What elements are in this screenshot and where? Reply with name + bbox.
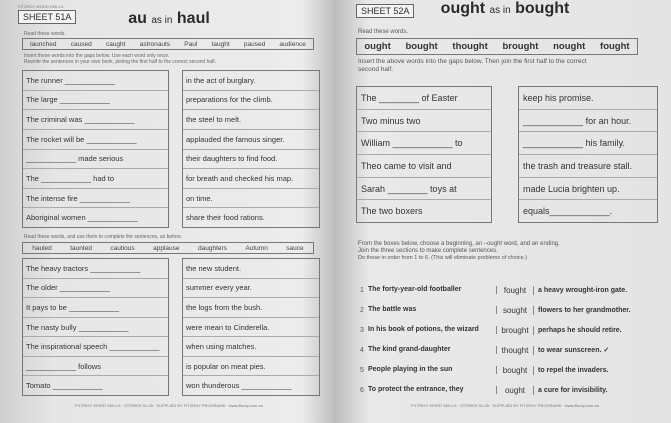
table-cell: preparations for the climb. [183, 91, 319, 111]
table-cell: Tomato ____________ [26, 381, 103, 391]
match-row [356, 340, 654, 360]
table-cell: The criminal was ____________ [23, 110, 168, 130]
word: applause [153, 244, 180, 252]
match-table [356, 280, 654, 400]
left-sentence-ends-2 [182, 258, 320, 396]
table-cell: The heavy tractors ____________ [23, 259, 168, 279]
right-footer: FITZROY WORD SKILLS · STORIES 51-55 · SUPPLIED BY FITZROY PROGRAMS · www.fitzroy.com.au [411, 403, 599, 408]
right-sentence-ends [518, 86, 658, 223]
word: hauled [32, 244, 52, 252]
word: paused [243, 40, 266, 48]
ought-word: fought [497, 286, 534, 295]
table-cell: their daughters to find food. [183, 150, 319, 170]
table-cell: Sarah ________ toys at [357, 178, 491, 201]
row-number: 1 [360, 286, 364, 294]
sentence-beginning: To protect the entrance, they [368, 386, 497, 394]
left-sentence-ends-1 [182, 70, 320, 228]
sentence-ending: to wear sunscreen. ✓ [538, 347, 610, 354]
row-number: 2 [360, 306, 364, 314]
word: Paul [184, 40, 198, 48]
table-cell: The inspirational speech ____________ [23, 337, 168, 357]
match-row [356, 280, 654, 300]
sentence-beginning: People playing in the sun [368, 366, 497, 374]
sentence-ending: a heavy wrought-iron gate. [538, 286, 628, 294]
left-word-box-2 [22, 242, 314, 254]
left-sentence-starts-2 [22, 258, 169, 396]
left-instr2a: Insert these words into the gaps below. Use each word only once. [24, 53, 170, 59]
sheet-52a-page [346, 0, 664, 416]
right-title [356, 0, 654, 18]
table-cell: applauded the famous singer. [183, 130, 319, 150]
row-number: 4 [360, 346, 364, 354]
table-cell: for breath and checked his map. [183, 169, 319, 189]
left-word-box-1 [22, 38, 314, 50]
left-header-tiny: FITZROY WORD SKILLS [18, 4, 64, 9]
ought-word: bought [497, 366, 534, 375]
table-cell: ____________ for an hour. [519, 110, 657, 133]
right-title-word: bought [515, 0, 570, 17]
row-number: 5 [360, 366, 364, 374]
right-word-box [356, 38, 638, 55]
table-cell: ____________ made serious [23, 150, 168, 170]
right-instr1: Read these words. [358, 29, 409, 35]
table-cell: The large ____________ [23, 91, 168, 111]
table-cell: in the act of burglary. [183, 71, 319, 91]
word: taught [211, 40, 230, 48]
sheet-51a-page [8, 0, 330, 416]
left-title-main: au [128, 10, 147, 27]
table-cell: The runner ____________ [23, 71, 168, 91]
table-cell: the trash and treasure stall. [519, 155, 657, 178]
table-cell: The ________ of Easter [357, 87, 491, 110]
sentence-beginning: The forty-year-old footballer [368, 286, 497, 294]
word: caused [70, 40, 92, 48]
table-cell: Aboriginal women ____________ [26, 213, 138, 223]
table-cell: William ____________ to [357, 132, 491, 155]
word: cautious [110, 244, 135, 252]
table-cell: ____________ his family. [519, 132, 657, 155]
table-cell: when using matches. [183, 337, 319, 357]
word: sauce [286, 244, 304, 252]
sentence-beginning: In his book of potions, the wizard [368, 326, 497, 334]
match-row [356, 320, 654, 340]
row-number: 3 [360, 326, 364, 334]
word: ought [364, 41, 391, 52]
left-sheet-label: SHEET 51A [18, 10, 76, 24]
word: brought [502, 41, 539, 52]
table-cell: the logs from the bush. [183, 298, 319, 318]
right-instr3c: Do these in order from 1 to 6. (This will eliminate problems of choice.) [358, 255, 528, 261]
table-cell: won thunderous ____________ [186, 381, 292, 391]
table-cell: on time. [183, 189, 319, 209]
table-cell: keep his promise. [519, 87, 657, 110]
ought-word: ought [497, 386, 534, 395]
right-instr3b: Join the three sections to make complete sentences. [358, 248, 498, 254]
match-row [356, 360, 654, 380]
left-title-as: as in [151, 15, 173, 26]
right-header [356, 0, 654, 24]
word: caught [105, 40, 126, 48]
ought-word: thought [497, 346, 534, 355]
left-instr1: Read these words. [24, 31, 66, 37]
right-title-as: as in [489, 5, 511, 16]
table-cell: summer every year. [183, 279, 319, 299]
table-cell: is popular on meat pies. [183, 357, 319, 377]
table-cell: share their food rations. [186, 213, 265, 223]
table-cell: equals____________. [523, 206, 613, 217]
left-title [18, 10, 320, 28]
table-cell: Two minus two [357, 110, 491, 133]
word: fought [600, 41, 630, 52]
table-cell: It pays to be ____________ [23, 298, 168, 318]
left-title-word: haul [176, 10, 210, 27]
sentence-beginning: The battle was [368, 306, 497, 314]
word: daughters [198, 244, 227, 252]
word: Autumn [245, 244, 268, 252]
table-cell: were mean to Cinderella. [183, 318, 319, 338]
word: thought [452, 41, 488, 52]
word: nought [553, 41, 586, 52]
left-instr2b: Rewrite the sentences in your own book, joining the first half to the correct second half. [24, 59, 217, 65]
table-cell: ____________ follows [23, 357, 168, 377]
sentence-ending: perhaps he should retire. [538, 326, 622, 334]
ought-word: brought [497, 326, 534, 335]
word: launched [30, 40, 57, 48]
table-cell: The older ____________ [23, 279, 168, 299]
right-instr2: Insert the above words into the gaps below. Then join the first half to the correct second half. [358, 58, 587, 73]
word: bought [405, 41, 438, 52]
sentence-ending: a cure for invisibility. [538, 386, 608, 394]
word: taunted [70, 244, 92, 252]
word: audience [279, 40, 306, 48]
table-cell: The two boxers [361, 206, 423, 217]
match-row [356, 380, 654, 400]
left-footer: FITZROY WORD SKILLS · STORIES 51-55 · SUPPLIED BY FITZROY PROGRAMS · www.fitzroy.com.au [75, 403, 263, 408]
table-cell: The rocket will be ____________ [23, 130, 168, 150]
left-sentence-starts-1 [22, 70, 169, 228]
table-cell: the steel to melt. [183, 110, 319, 130]
table-cell: The intense fire ____________ [23, 189, 168, 209]
left-header [18, 4, 320, 28]
match-row [356, 300, 654, 320]
table-cell: The ____________ had to [23, 169, 168, 189]
right-sheet-label: SHEET 52A [356, 4, 414, 18]
word: astronauts [139, 40, 171, 48]
ought-word: sought [497, 306, 534, 315]
right-sentence-starts [356, 86, 492, 223]
sentence-beginning: The kind grand-daughter [368, 346, 497, 354]
table-cell: Theo came to visit and [357, 155, 491, 178]
sentence-ending: to repel the invaders. [538, 366, 609, 374]
right-instr3a: From the boxes below, choose a beginning, an –ought word, and an ending. [358, 241, 560, 247]
table-cell: The nasty bully ____________ [23, 318, 168, 338]
row-number: 6 [360, 386, 364, 394]
table-cell: the new student. [183, 259, 319, 279]
right-title-main: ought [440, 0, 486, 17]
sentence-ending: flowers to her grandmother. [538, 306, 631, 314]
left-instr3: Read these words, and use them to complete the sentences, as before. [24, 234, 183, 240]
table-cell: made Lucia brighten up. [519, 178, 657, 201]
